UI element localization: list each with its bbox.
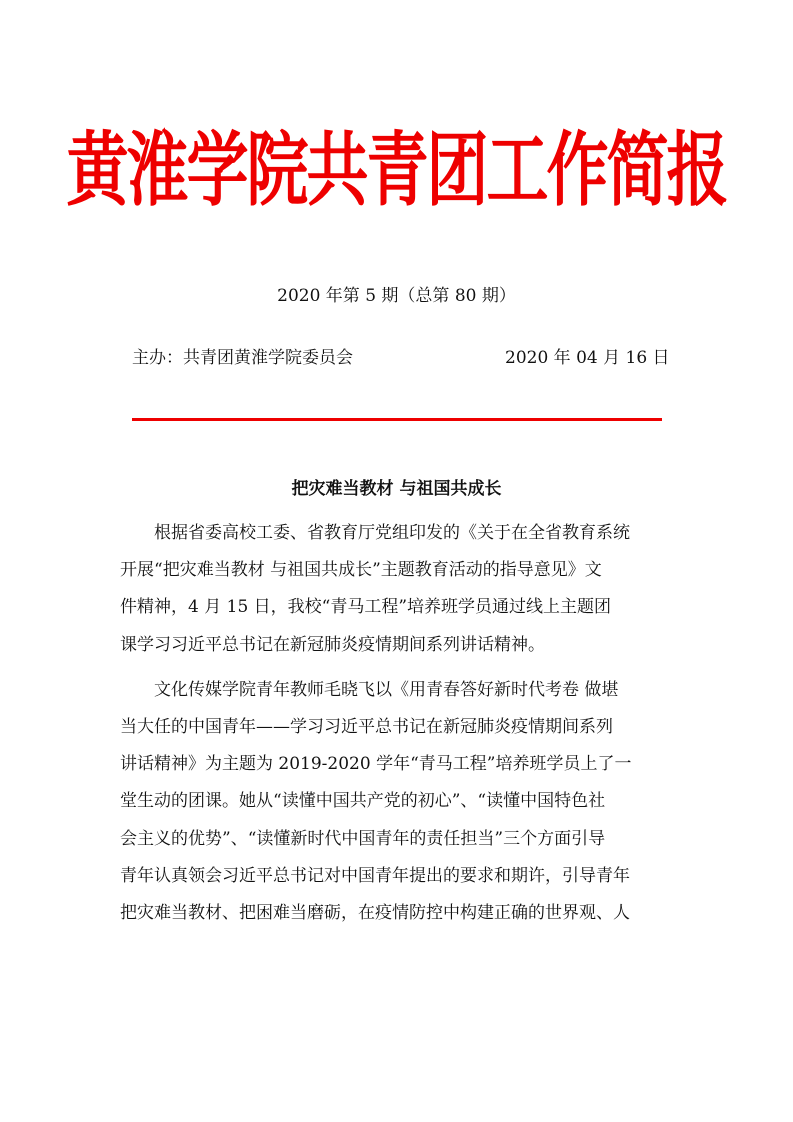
issue-number: 2020 年第 5 期（总第 80 期）	[277, 286, 516, 306]
text-line: 课学习习近平总书记在新冠肺炎疫情期间系列讲话精神。	[120, 634, 545, 655]
text-line: 讲话精神》为主题为 2019-2020 学年“青马工程”培养班学员上了一	[120, 754, 632, 775]
sponsor-line: 主办：共青团黄淮学院委员会	[132, 348, 353, 368]
article-body	[120, 515, 673, 932]
publication-date: 2020 年 04 月 16 日	[505, 348, 670, 368]
text-line: 开展“把灾难当教材 与祖国共成长”主题教育活动的指导意见》文	[120, 560, 602, 581]
text-line: 当大任的中国青年——学习习近平总书记在新冠肺炎疫情期间系列	[120, 716, 613, 737]
text-line: 文化传媒学院青年教师毛晓飞以《用青春答好新时代考卷 做堪	[120, 679, 619, 700]
newsletter-masthead: 黄淮学院共青团工作简报	[66, 122, 727, 218]
text-line: 青年认真领会习近平总书记对中国青年提出的要求和期许，引导青年	[120, 865, 630, 886]
text-line: 堂生动的团课。她从“读懂中国共产党的初心”、“读懂中国特色社	[120, 791, 606, 812]
article-title: 把灾难当教材 与祖国共成长	[291, 479, 502, 499]
text-line: 根据省委高校工委、省教育厅党组印发的《关于在全省教育系统	[120, 523, 630, 543]
text-line: 会主义的优势”、“读懂新时代中国青年的责任担当”三个方面引导	[120, 828, 606, 849]
text-line: 件精神，4 月 15 日，我校“青马工程”培养班学员通过线上主题团	[120, 597, 612, 618]
header-divider	[132, 418, 662, 421]
paragraph-2	[120, 672, 673, 932]
paragraph-1	[120, 515, 673, 664]
text-line: 把灾难当教材、把困难当磨砺，在疫情防控中构建正确的世界观、人	[120, 902, 630, 923]
